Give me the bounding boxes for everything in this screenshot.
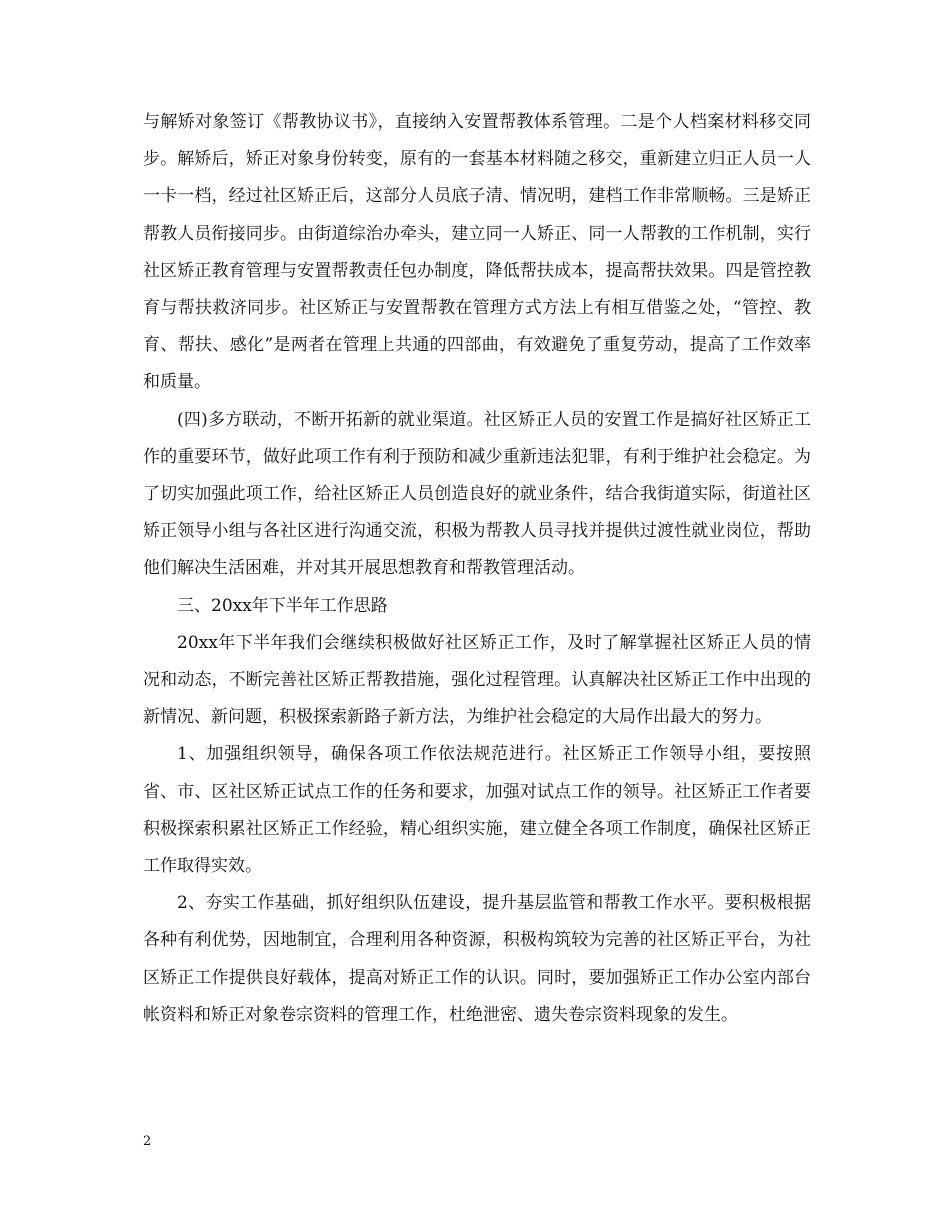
paragraph-work-plan: 20xx年下半年我们会继续积极做好社区矫正工作，及时了解掌握社区矫正人员的情况和动态，不断完善社区矫正帮教措施，强化过程管理。认真解决社区矫正工作中出现的新情况、新问题，积极探索新路子新方法，为维护社会稳定的大局作出最大的努力。 <box>143 632 811 728</box>
paragraph-section-four: (四)多方联动，不断开拓新的就业渠道。社区矫正人员的安置工作是搞好社区矫正工作的重要环节，做好此项工作有利于预防和减少重新违法犯罪，有利于维护社会稳定。为了切实加强此项工作，给社区矫正人员创造良好的就业条件，结合我街道实际，街道社区矫正领导小组与各社区进行沟通交流，积极为帮教人员寻找并提供过渡性就业岗位，帮助他们解决生活困难，并对其开展思想教育和帮教管理活动。 <box>143 409 811 579</box>
page-number: 2 <box>143 1134 152 1149</box>
section-heading: 三、20xx年下半年工作思路 <box>177 595 388 616</box>
paragraph-continuation: 与解矫对象签订《帮教协议书》，直接纳入安置帮教体系管理。二是个人档案材料移交同步。解矫后，矫正对象身份转变，原有的一套基本材料随之移交，重新建立归正人员一人一卡一档，经过社区矫正后，这部分人员底子清、情况明，建档工作非常顺畅。三是矫正帮教人员衔接同步。由街道综治办牵头，建立同一人矫正、同一人帮教的工作机制，实行社区矫正教育管理与安置帮教责任包办制度，降低帮扶成本，提高帮扶效果。四是管控教育与帮扶救济同步。社区矫正与安置帮教在管理方式方法上有相互借鉴之处，“管控、教育、帮扶、感化”是两者在管理上共通的四部曲，有效避免了重复劳动，提高了工作效率和质量。 <box>143 112 811 393</box>
document-body <box>143 104 811 1034</box>
paragraph-item-2: 2、夯实工作基础，抓好组织队伍建设，提升基层监管和帮教工作水平。要积极根据各种有利优势，因地制宜，合理利用各种资源，积极构筑较为完善的社区矫正平台，为社区矫正工作提供良好载体，提高对矫正工作的认识。同时，要加强矫正工作办公室内部台帐资料和矫正对象卷宗资料的管理工作，杜绝泄密、遗失卷宗资料现象的发生。 <box>143 893 811 1025</box>
paragraph-item-1: 1、加强组织领导，确保各项工作依法规范进行。社区矫正工作领导小组，要按照省、市、区社区矫正试点工作的任务和要求，加强对试点工作的领导。社区矫正工作者要积极探索积累社区矫正工作经验，精心组织实施，建立健全各项工作制度，确保社区矫正工作取得实效。 <box>143 744 811 877</box>
